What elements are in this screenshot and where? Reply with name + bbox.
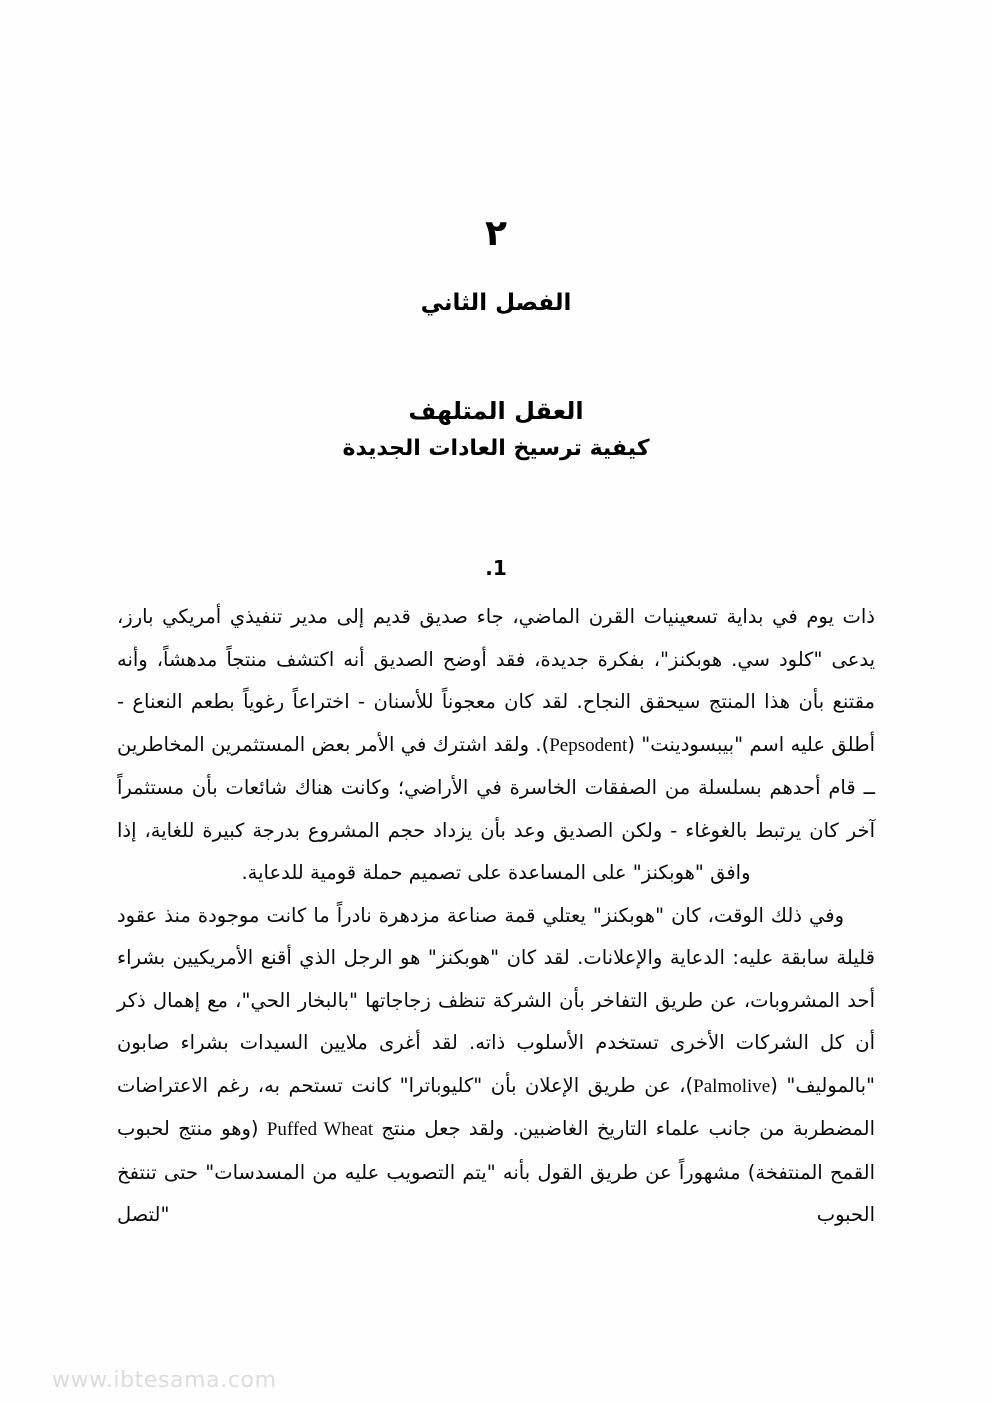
page-title: العقل المتلهف — [408, 397, 584, 425]
chapter-label: الفصل الثاني — [420, 290, 572, 316]
latin-term: Puffed Wheat — [266, 1119, 374, 1140]
body-text — [117, 596, 875, 1237]
chapter-number: ٢ — [485, 213, 507, 254]
chapter-title-block — [0, 396, 992, 463]
watermark: www.ibtesama.com — [52, 1368, 277, 1393]
section-number: .1 — [485, 556, 507, 580]
page-subtitle: كيفية ترسيخ العادات الجديدة — [342, 436, 650, 461]
paragraph-2: وفي ذلك الوقت، كان "هوبكنز" يعتلي قمة صناعة مزدهرة نادراً ما كانت موجودة منذ عقود قليلة سابقة عليه: الدعاية والإعلانات. لقد كان "هوبكنز" هو الرجل الذي أقنع الأمريكيين بشراء أحد المشروبات، عن طريق التفاخر بأن الشركة تنظف زجاجاتها "بالبخار الحي"، مع إهمال ذكر أن كل الشركات الأخرى تستخدم الأسلوب ذاته. لقد أغرى ملايين السيدات بشراء صابون "بالموليف" (Palmolive)، عن طريق الإعلان بأن "كليوباترا" كانت تستحم به، رغم الاعتراضات المضطربة من جانب علماء التاريخ الغاضبين. ولقد جعل منتج Puffed Wheat (وهو منتج لحبوب القمح المنتفخة) مشهوراً عن طريق القول بأنه "يتم التصويب عليه من المسدسات" حتى تنتفخ الحبوب "لتصل — [117, 903, 876, 1226]
chapter-header — [0, 213, 992, 316]
latin-term: Palmolive — [693, 1075, 771, 1097]
paragraph-1: ذات يوم في بداية تسعينيات القرن الماضي، جاء صديق قديم إلى مدير تنفيذي أمريكي بارز، يدعى "كلود سي. هوبكنز"، بفكرة جديدة، فقد أوضح الصديق أنه اكتشف منتجاً مدهشاً، وأنه مقتنع بأن هذا المنتج سيحقق النجاح. لقد كان معجوناً للأسنان - اختراعاً رغوياً بطعم النعناع - أطلق عليه اسم "بيبسودينت" (Pepsodent). ولقد اشترك في الأمر بعض المستثمرين المخاطرين ــ قام أحدهم بسلسلة من الصفقات الخاسرة في الأراضي؛ وكانت هناك شائعات بأن مستثمراً آخر كان يرتبط بالغوغاء - ولكن الصديق وعد بأن يزداد حجم المشروع بدرجة كبيرة للغاية، إذا وافق "هوبكنز" على المساعدة على تصميم حملة قومية للدعاية. — [117, 605, 876, 884]
latin-term: Pepsodent — [549, 734, 628, 756]
